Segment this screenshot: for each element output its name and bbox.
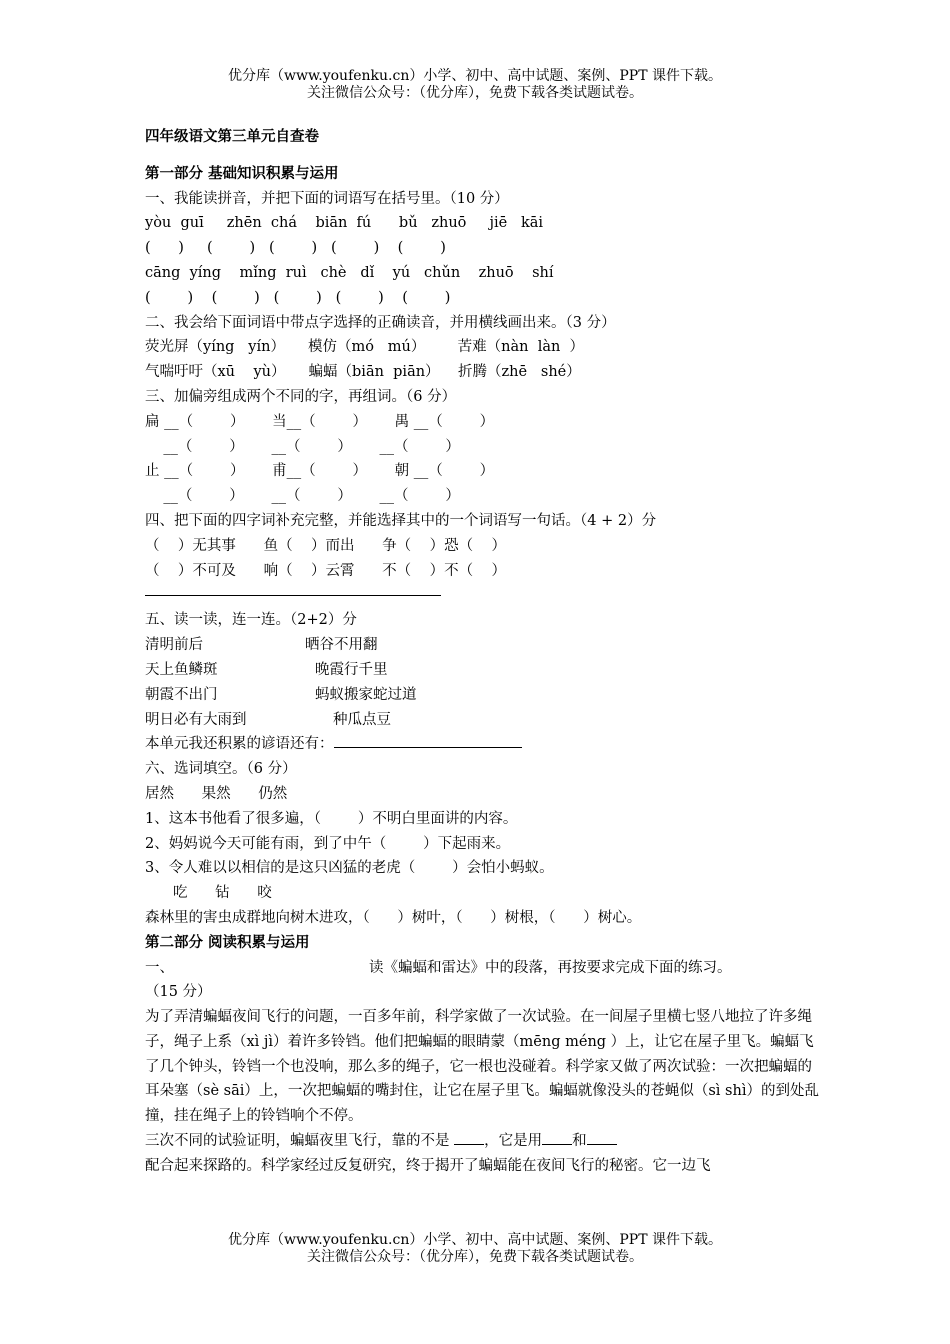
q4-prompt: 四、把下面的四字词补充完整，并能选择其中的一个词语写一句话。（4 + 2）分	[145, 512, 657, 529]
q5-left-3[interactable]: 朝霞不出门	[145, 686, 218, 703]
reading-passage: 为了弄清蝙蝠夜间飞行的问题，一百多年前，科学家做了一次试验。在一间屋子里横七竖八地拉了许多绳子，绳子上系（xì jì）着许多铃铛。他们把蝙蝠的眼睛蒙（mēng méng ）上，让它在屋子里飞。蝙蝠飞了几个钟头，铃铛一个也没响，那么多的绳子，它一根也没碰着。科学家又做了两次试验：一次把蝙蝠的耳朵塞（sè sāi）上，一次把蝙蝠的嘴封住，让它在屋子里飞。蝙蝠就像没头的苍蝇似（sì shì）的到处乱撞，挂在绳子上的铃铛响个不停。	[145, 1009, 819, 1125]
q6-sentence-2: 2、妈妈说今天可能有雨，到了中午（ ）下起雨来。	[145, 835, 511, 852]
footer-line-1: 优分库（www.youfenku.cn）小学、初中、高中试题、案例、PPT 课件下载。	[227, 1232, 722, 1248]
reading-fill-text-a: 三次不同的试验证明，蝙蝠夜里飞行，靠的不是	[145, 1133, 450, 1150]
reading-blank-3[interactable]	[587, 1130, 617, 1145]
q5-right-4[interactable]: 种瓜点豆	[333, 711, 391, 728]
q1-pinyin-row-2: cāng yíng mǐng ruì chè dǐ yú chǔn zhuō shí	[145, 264, 554, 281]
q4-answer-line[interactable]	[145, 583, 441, 596]
q1-pinyin-row-1: yòu guī zhēn chá biān fú bǔ zhuō jiē kāi	[145, 215, 544, 232]
header-line-1: 优分库（www.youfenku.cn）小学、初中、高中试题、案例、PPT 课件下载。	[227, 68, 722, 84]
q5-pair-1	[145, 633, 825, 658]
reading-fill-text-c: 和	[572, 1133, 587, 1150]
reading-blank-1[interactable]	[454, 1130, 484, 1145]
q2-row-1: 荧光屏（yíng yín） 模仿（mó mú） 苦难（nàn làn ）	[145, 339, 585, 356]
reading-q1-number: 一、	[145, 959, 174, 976]
exam-title: 四年级语文第三单元自查卷	[145, 128, 319, 145]
q3-row-1: 扁 __（ ） 当__（ ） 禺 __（ ）	[145, 413, 495, 430]
q5-right-2[interactable]: 晚霞行千里	[315, 661, 388, 678]
q5-extra-blank[interactable]	[334, 733, 522, 748]
q6-prompt: 六、选词填空。（6 分）	[145, 761, 297, 778]
q5-left-2[interactable]: 天上鱼鳞斑	[145, 661, 218, 678]
q3-prompt: 三、加偏旁组成两个不同的字，再组词。（6 分）	[145, 388, 457, 405]
reading-q1-score: （15 分）	[145, 984, 212, 1001]
part2-heading: 第二部分 阅读积累与运用	[145, 933, 310, 951]
page-header	[0, 68, 950, 102]
q5-extra-label: 本单元我还积累的谚语还有：	[145, 736, 334, 753]
q6-word-bank-1: 居然 果然 仍然	[145, 785, 288, 802]
q2-row-2: 气喘吁吁（xū yù） 蝙蝠（biān piān） 折腾（zhē shé）	[145, 364, 581, 381]
footer-line-2: 关注微信公众号：（优分库），免费下载各类试题试卷。	[307, 1249, 643, 1265]
q6-word-bank-2: 吃 钻 咬	[173, 885, 272, 902]
exam-body	[145, 125, 825, 1179]
q6-sentence-4: 森林里的害虫成群地向树木进攻，（ ）树叶，（ ）树根，（ ）树心。	[145, 909, 642, 926]
q5-pair-2	[145, 658, 825, 683]
q5-left-4[interactable]: 明日必有大雨到	[145, 711, 247, 728]
reading-q1-instruction: 读《蝙蝠和雷达》中的段落，再按要求完成下面的练习。	[369, 959, 732, 976]
q3-row-4: __（ ） __（ ） __（ ）	[145, 488, 460, 505]
q4-row-2: （ ）不可及 响（ ）云霄 不（ ）不（ ）	[145, 562, 507, 579]
q5-pair-3	[145, 683, 825, 708]
q1-prompt: 一、我能读拼音，并把下面的词语写在括号里。（10 分）	[145, 190, 509, 207]
reading-blank-2[interactable]	[542, 1130, 572, 1145]
header-line-2: 关注微信公众号：（优分库），免费下载各类试题试卷。	[307, 85, 643, 101]
q5-prompt: 五、读一读，连一连。（2+2）分	[145, 612, 357, 629]
q5-right-1[interactable]: 晒谷不用翻	[305, 637, 378, 654]
q5-pair-4	[145, 708, 825, 733]
reading-fill-text-b: ，它是用	[484, 1133, 543, 1150]
reading-last-line: 配合起来探路的。科学家经过反复研究，终于揭开了蝙蝠能在夜间飞行的秘密。它一边飞	[145, 1157, 711, 1174]
q6-sentence-3: 3、令人难以以相信的是这只凶猛的老虎（ ）会怕小蚂蚁。	[145, 860, 554, 877]
q5-left-1[interactable]: 清明前后	[145, 637, 203, 654]
q1-brackets-row-1: ( ) ( ) ( ) ( ) ( )	[145, 240, 446, 257]
q4-row-1: （ ）无其事 鱼（ ）而出 争（ ）恐（ ）	[145, 537, 507, 554]
q1-brackets-row-2: ( ) ( ) ( ) ( ) ( )	[145, 289, 451, 306]
q3-row-2: __（ ） __（ ） __（ ）	[145, 438, 460, 455]
part1-heading: 第一部分 基础知识积累与运用	[145, 164, 339, 182]
reading-q1-prompt	[145, 956, 825, 981]
q5-right-3[interactable]: 蚂蚁搬家蛇过道	[315, 686, 417, 703]
q3-row-3: 止 __（ ） 甫__（ ） 朝 __（ ）	[145, 463, 495, 480]
q2-prompt: 二、我会给下面词语中带点字选择的正确读音，并用横线画出来。（3 分）	[145, 314, 616, 331]
q6-sentence-1: 1、这本书他看了很多遍，（ ）不明白里面讲的内容。	[145, 810, 518, 827]
reading-fill-line	[145, 1129, 825, 1154]
q5-extra	[145, 732, 825, 757]
page-footer	[0, 1232, 950, 1266]
